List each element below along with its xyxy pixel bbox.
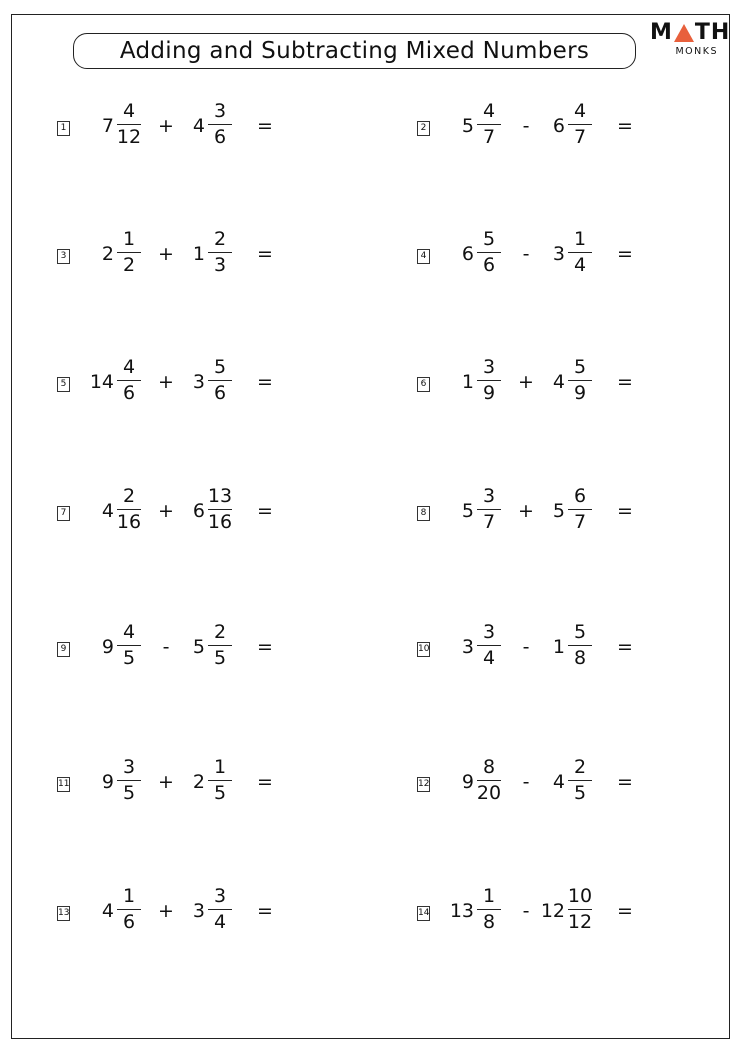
problem-number: 5 [57,377,70,392]
whole-number-2: 4 [552,771,565,793]
numerator: 3 [482,485,496,507]
whole-number-1: 14 [89,371,114,393]
problem-9 [57,621,377,681]
whole-number-1: 3 [461,636,474,658]
fraction [115,756,143,805]
problem-number: 9 [57,642,70,657]
fraction-bar [568,124,592,125]
numerator: 2 [573,756,587,778]
whole-number-1: 6 [461,243,474,265]
whole-number-1: 7 [101,115,114,137]
denominator: 3 [213,254,227,276]
fraction [566,885,594,934]
fraction [206,621,234,670]
fraction-bar [117,909,141,910]
problem-13 [57,885,377,945]
whole-number-1: 1 [461,371,474,393]
problem-7 [57,485,377,545]
operator: + [158,371,174,393]
fraction-bar [477,645,501,646]
problem-number: 14 [417,906,430,921]
equals-sign: = [617,243,633,265]
fraction-bar [477,780,501,781]
operator: - [162,636,170,658]
whole-number-2: 3 [552,243,565,265]
fraction-bar [208,780,232,781]
logo-text-right: TH [694,20,731,45]
fraction [475,485,503,534]
worksheet-title: Adding and Subtracting Mixed Numbers [73,33,636,69]
fraction [566,621,594,670]
numerator: 4 [573,100,587,122]
numerator: 3 [213,885,227,907]
fraction-bar [208,252,232,253]
whole-number-1: 9 [101,771,114,793]
equals-sign: = [257,115,273,137]
fraction-bar [117,645,141,646]
problem-10 [417,621,737,681]
whole-number-2: 6 [192,500,205,522]
equals-sign: = [257,636,273,658]
fraction-bar [208,124,232,125]
whole-number-2: 5 [192,636,205,658]
denominator: 6 [213,382,227,404]
denominator: 5 [213,647,227,669]
numerator: 1 [213,756,227,778]
fraction-bar [477,509,501,510]
denominator: 5 [573,782,587,804]
denominator: 12 [116,126,142,148]
problem-6 [417,356,737,416]
fraction [475,621,503,670]
operator: + [518,500,534,522]
operator: + [158,115,174,137]
whole-number-1: 9 [461,771,474,793]
whole-number-1: 5 [461,500,474,522]
numerator: 2 [122,485,136,507]
numerator: 5 [573,621,587,643]
equals-sign: = [617,371,633,393]
fraction-bar [477,380,501,381]
numerator: 5 [213,356,227,378]
numerator: 4 [482,100,496,122]
problem-2 [417,100,737,160]
fraction-bar [477,124,501,125]
problem-number: 2 [417,121,430,136]
denominator: 5 [122,782,136,804]
fraction-bar [568,909,592,910]
whole-number-2: 3 [192,371,205,393]
fraction-bar [117,509,141,510]
fraction [206,756,234,805]
triangle-icon [674,24,694,42]
fraction-bar [568,252,592,253]
whole-number-2: 12 [540,900,565,922]
operator: + [158,771,174,793]
problem-12 [417,756,737,816]
equals-sign: = [617,771,633,793]
denominator: 7 [482,511,496,533]
numerator: 2 [213,621,227,643]
numerator: 10 [567,885,593,907]
fraction [475,756,503,805]
denominator: 5 [213,782,227,804]
fraction-bar [208,645,232,646]
equals-sign: = [257,500,273,522]
numerator: 3 [122,756,136,778]
problem-number: 8 [417,506,430,521]
whole-number-2: 5 [552,500,565,522]
fraction-bar [568,645,592,646]
whole-number-1: 5 [461,115,474,137]
fraction [115,621,143,670]
problem-3 [57,228,377,288]
denominator: 9 [482,382,496,404]
numerator: 5 [573,356,587,378]
denominator: 4 [482,647,496,669]
denominator: 9 [573,382,587,404]
fraction [115,485,143,534]
numerator: 5 [482,228,496,250]
whole-number-2: 2 [192,771,205,793]
numerator: 8 [482,756,496,778]
equals-sign: = [617,115,633,137]
denominator: 8 [482,911,496,933]
equals-sign: = [257,371,273,393]
numerator: 2 [213,228,227,250]
equals-sign: = [257,771,273,793]
fraction [475,100,503,149]
fraction [115,100,143,149]
problem-number: 3 [57,249,70,264]
whole-number-1: 4 [101,900,114,922]
fraction [206,100,234,149]
whole-number-1: 13 [449,900,474,922]
problem-11 [57,756,377,816]
operator: + [518,371,534,393]
problem-4 [417,228,737,288]
fraction [566,228,594,277]
denominator: 6 [122,382,136,404]
fraction [566,356,594,405]
fraction-bar [117,252,141,253]
numerator: 1 [122,228,136,250]
denominator: 6 [213,126,227,148]
fraction [115,228,143,277]
fraction [206,485,234,534]
fraction [206,228,234,277]
fraction-bar [208,909,232,910]
fraction [475,356,503,405]
denominator: 5 [122,647,136,669]
logo-subtext: MONKS [675,46,718,57]
denominator: 4 [573,254,587,276]
denominator: 6 [482,254,496,276]
fraction [206,356,234,405]
fraction-bar [208,509,232,510]
problem-number: 13 [57,906,70,921]
fraction-bar [117,780,141,781]
operator: + [158,500,174,522]
fraction-bar [208,380,232,381]
denominator: 8 [573,647,587,669]
numerator: 1 [122,885,136,907]
whole-number-2: 1 [552,636,565,658]
numerator: 4 [122,621,136,643]
problem-number: 6 [417,377,430,392]
operator: - [522,115,530,137]
operator: + [158,900,174,922]
problem-number: 1 [57,121,70,136]
denominator: 7 [482,126,496,148]
whole-number-2: 6 [552,115,565,137]
math-monks-logo [650,20,731,57]
problem-number: 12 [417,777,430,792]
operator: - [522,636,530,658]
operator: + [158,243,174,265]
whole-number-1: 2 [101,243,114,265]
numerator: 1 [482,885,496,907]
problem-number: 7 [57,506,70,521]
problem-8 [417,485,737,545]
denominator: 7 [573,511,587,533]
problem-number: 11 [57,777,70,792]
whole-number-2: 4 [192,115,205,137]
denominator: 12 [567,911,593,933]
fraction-bar [568,509,592,510]
problem-1 [57,100,377,160]
fraction [566,485,594,534]
operator: - [522,900,530,922]
denominator: 16 [207,511,233,533]
whole-number-1: 9 [101,636,114,658]
fraction-bar [117,380,141,381]
denominator: 7 [573,126,587,148]
numerator: 1 [573,228,587,250]
equals-sign: = [617,636,633,658]
numerator: 4 [122,100,136,122]
problem-number: 10 [417,642,430,657]
numerator: 3 [482,621,496,643]
fraction [566,756,594,805]
equals-sign: = [257,900,273,922]
denominator: 6 [122,911,136,933]
numerator: 13 [207,485,233,507]
fraction [475,885,503,934]
problem-5 [57,356,377,416]
whole-number-1: 4 [101,500,114,522]
fraction-bar [568,380,592,381]
whole-number-2: 3 [192,900,205,922]
problem-14 [417,885,737,945]
problem-number: 4 [417,249,430,264]
denominator: 16 [116,511,142,533]
fraction [206,885,234,934]
numerator: 6 [573,485,587,507]
fraction [566,100,594,149]
fraction-bar [117,124,141,125]
denominator: 20 [476,782,502,804]
equals-sign: = [617,500,633,522]
fraction [115,885,143,934]
denominator: 4 [213,911,227,933]
numerator: 3 [482,356,496,378]
numerator: 3 [213,100,227,122]
operator: - [522,771,530,793]
fraction-bar [477,909,501,910]
whole-number-2: 4 [552,371,565,393]
fraction [115,356,143,405]
operator: - [522,243,530,265]
denominator: 2 [122,254,136,276]
fraction-bar [477,252,501,253]
numerator: 4 [122,356,136,378]
equals-sign: = [617,900,633,922]
logo-text-left: M [650,20,673,45]
equals-sign: = [257,243,273,265]
fraction [475,228,503,277]
whole-number-2: 1 [192,243,205,265]
fraction-bar [568,780,592,781]
